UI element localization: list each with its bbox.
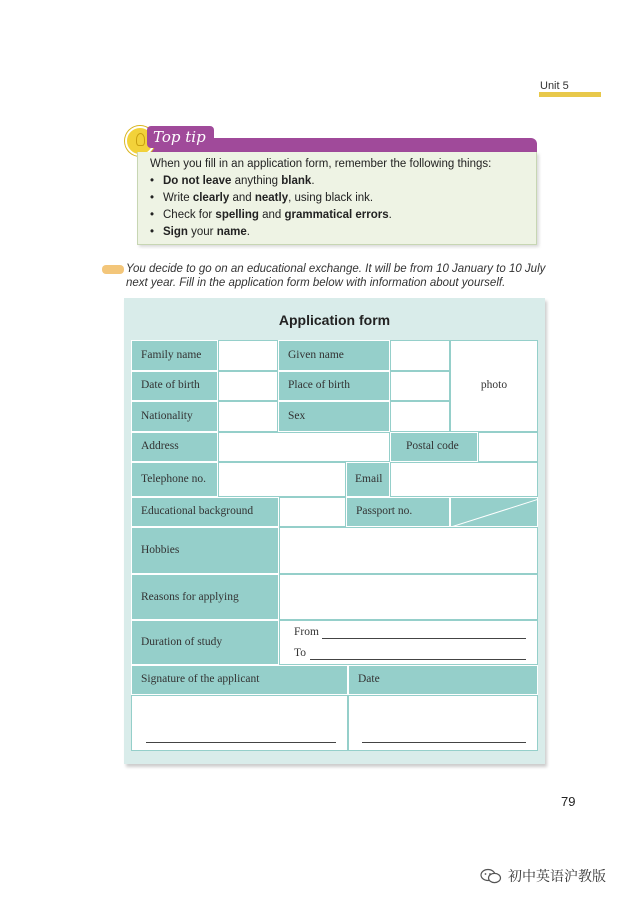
tip-item-text: anything bbox=[231, 175, 282, 187]
given-name-field[interactable] bbox=[390, 340, 450, 371]
tip-list bbox=[150, 173, 392, 241]
reasons-label: Reasons for applying bbox=[131, 574, 279, 620]
tip-item bbox=[150, 224, 392, 241]
tip-item bbox=[150, 190, 392, 207]
tip-item-text: . bbox=[388, 209, 392, 221]
tip-item-text: . bbox=[246, 226, 250, 238]
address-label: Address bbox=[131, 432, 218, 462]
tip-item-bold-text: blank bbox=[281, 175, 312, 187]
photo-box[interactable]: photo bbox=[450, 340, 538, 432]
to-label: To bbox=[294, 647, 306, 659]
signature-label: Signature of the applicant bbox=[131, 665, 348, 695]
tip-item-bold-text: neatly bbox=[254, 192, 289, 204]
duration-field[interactable] bbox=[279, 620, 538, 665]
tip-item-text: and bbox=[258, 209, 285, 221]
family-name-label: Family name bbox=[131, 340, 218, 371]
date-of-birth-label: Date of birth bbox=[131, 371, 218, 401]
tip-item-bold-text: spelling bbox=[215, 209, 259, 221]
nationality-field[interactable] bbox=[218, 401, 278, 432]
sex-field[interactable] bbox=[390, 401, 450, 432]
tip-item-text: . bbox=[311, 175, 315, 187]
instruction-marker-icon bbox=[102, 265, 124, 274]
sex-label: Sex bbox=[278, 401, 390, 432]
date-field[interactable] bbox=[348, 695, 538, 751]
date-label: Date bbox=[348, 665, 538, 695]
place-of-birth-field[interactable] bbox=[390, 371, 450, 401]
application-form bbox=[124, 298, 545, 764]
tip-item-text: and bbox=[229, 192, 255, 204]
wechat-icon bbox=[480, 868, 502, 884]
address-field[interactable] bbox=[218, 432, 390, 462]
instruction-text: You decide to go on an educational exchange. It will be from 10 January to 10 July next year. Fill in the application form below with information about yourself. bbox=[126, 263, 546, 289]
given-name-label: Given name bbox=[278, 340, 390, 371]
nationality-label: Nationality bbox=[131, 401, 218, 432]
tip-item-text: , using black ink. bbox=[288, 192, 374, 204]
tip-item-text: Check for bbox=[163, 209, 216, 221]
tip-item-bold-text: clearly bbox=[192, 192, 230, 204]
family-name-field[interactable] bbox=[218, 340, 278, 371]
signature-line bbox=[146, 742, 336, 743]
watermark bbox=[480, 866, 606, 886]
unit-label: Unit 5 bbox=[540, 80, 569, 92]
hobbies-label: Hobbies bbox=[131, 527, 279, 574]
signature-field[interactable] bbox=[131, 695, 348, 751]
passport-diagonal-divider bbox=[451, 498, 538, 527]
email-field[interactable] bbox=[390, 462, 538, 497]
hobbies-field[interactable] bbox=[279, 527, 538, 574]
tip-item-text: Write bbox=[163, 192, 193, 204]
tip-item-bold-text: Sign bbox=[163, 226, 188, 238]
tip-item bbox=[150, 207, 392, 224]
tip-item-bold-text: name bbox=[216, 226, 247, 238]
telephone-field[interactable] bbox=[218, 462, 346, 497]
tip-intro: When you fill in an application form, remember the following things: bbox=[150, 158, 492, 170]
tip-item bbox=[150, 173, 392, 190]
tip-body bbox=[137, 152, 537, 245]
postal-code-field[interactable] bbox=[478, 432, 538, 462]
passport-label: Passport no. bbox=[346, 497, 450, 527]
tip-item-bold-text: grammatical errors bbox=[284, 209, 389, 221]
date-of-birth-field[interactable] bbox=[218, 371, 278, 401]
form-title: Application form bbox=[278, 312, 391, 328]
passport-field[interactable] bbox=[450, 497, 538, 527]
watermark-text: 初中英语沪教版 bbox=[508, 868, 606, 884]
from-line bbox=[322, 638, 526, 639]
from-label: From bbox=[294, 626, 319, 638]
education-label: Educational background bbox=[131, 497, 279, 527]
telephone-label: Telephone no. bbox=[131, 462, 218, 497]
unit-bar bbox=[539, 92, 601, 97]
place-of-birth-label: Place of birth bbox=[278, 371, 390, 401]
tip-item-text: your bbox=[187, 226, 217, 238]
email-label: Email bbox=[346, 462, 390, 497]
tip-title: Top tip bbox=[147, 126, 214, 148]
reasons-field[interactable] bbox=[279, 574, 538, 620]
to-line bbox=[310, 659, 526, 660]
postal-code-label: Postal code bbox=[390, 432, 478, 462]
education-field[interactable] bbox=[279, 497, 346, 527]
tip-item-bold-text: Do not leave bbox=[163, 175, 232, 187]
top-tip-box bbox=[125, 126, 537, 246]
date-line bbox=[362, 742, 526, 743]
duration-label: Duration of study bbox=[131, 620, 279, 665]
page-number: 79 bbox=[561, 794, 576, 809]
